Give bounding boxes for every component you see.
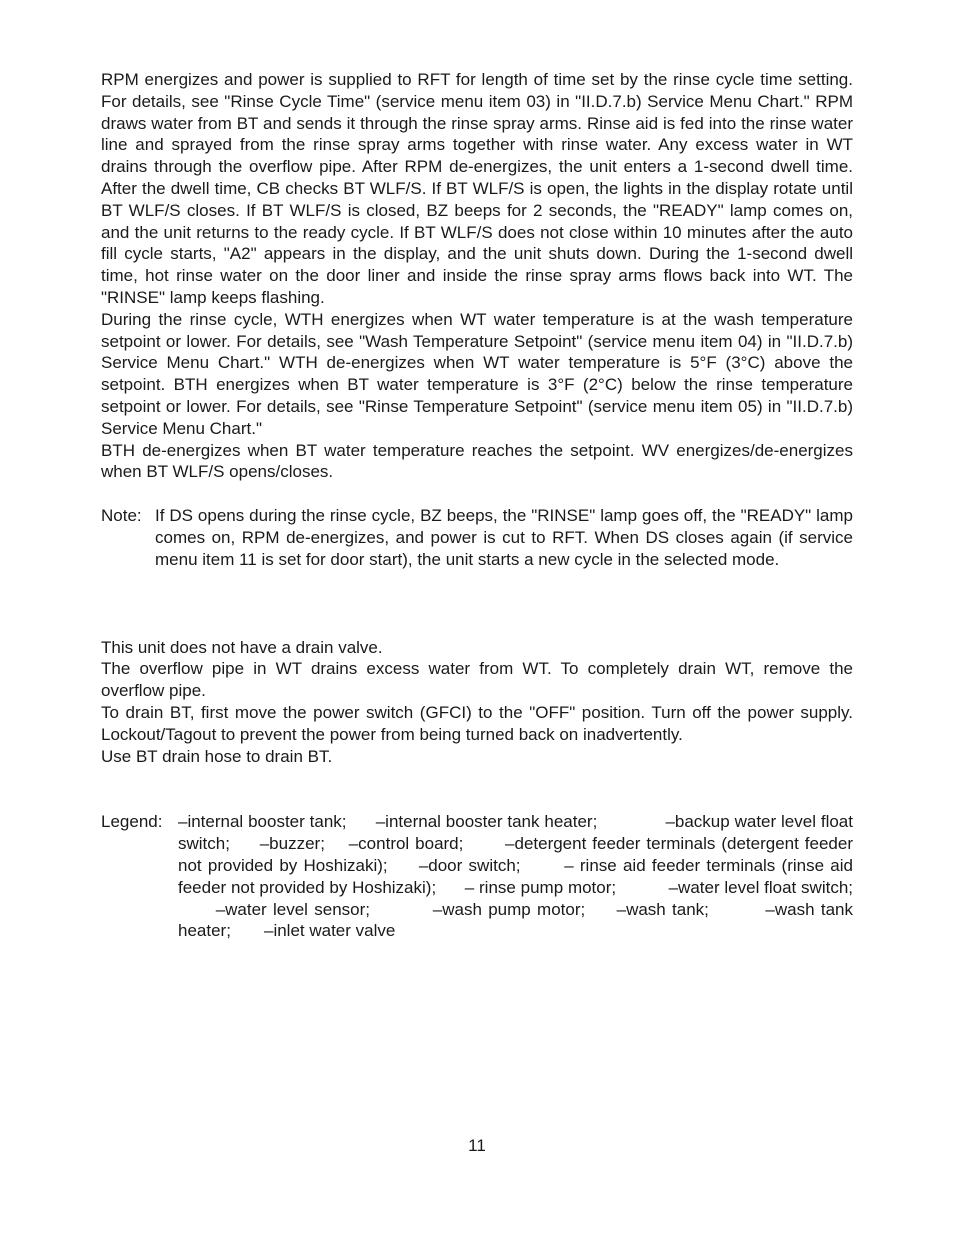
overflow-pipe-paragraph: The overflow pipe in WT drains excess water from WT. To completely drain WT, remove the overflow pipe. [101,659,853,701]
heater-control-paragraph: During the rinse cycle, WTH energizes when WT water temperature is at the wash temperature setpoint or lower. For details, see "Wash Temperature Setpoint" (service menu item 04) in "II.D.7.b) Service Menu Chart." WTH de-energizes when WT water temperature is 5°F (3°C) above the setpoint. BTH energizes when BT water temperature is 3°F (2°C) below the rinse temperature setpoint or lower. For details, see "Rinse Temperature Setpoint" (service menu item 05) in "II.D.7.b) Service Menu Chart." [101,309,853,438]
note-text: If DS opens during the rinse cycle, BZ beeps, the "RINSE" lamp goes off, the "READY" lamp comes on, RPM de-energizes, and power is cut to RFT. When DS closes again (if service menu item 11 is set for door start), the unit starts a new cycle in the selected mode. [155,506,853,569]
note-label: Note: [101,506,142,526]
drain-valve-paragraph: This unit does not have a drain valve. [101,637,383,657]
note-block [101,505,853,570]
legend-text: –internal booster tank; –internal booster tank heater; –backup water level float switch; –buzzer; –control board; –detergent feeder terminals (detergent feeder not provided by Hoshizaki); –door switch; – rinse aid feeder terminals (rinse aid feeder not provided by Hoshizaki); – rinse pump motor; –water level float switch; –water level sensor; –wash pump motor; –wash tank; –wash tank heater; –inlet water valve [178,812,853,941]
spacer [101,483,853,505]
legend-block [101,811,853,942]
bth-paragraph: BTH de-energizes when BT water temperature reaches the setpoint. WV energizes/de-energizes when BT WLF/S opens/closes. [101,440,853,482]
page-number: 11 [468,1136,486,1155]
drain-hose-paragraph: Use BT drain hose to drain BT. [101,746,333,766]
spacer [101,571,853,637]
spacer [101,767,853,811]
drain-bt-paragraph: To drain BT, first move the power switch (GFCI) to the "OFF" position. Turn off the power supply. Lockout/Tagout to prevent the power from being turned back on inadvertently. [101,702,853,744]
rinse-cycle-paragraph: RPM energizes and power is supplied to RFT for length of time set by the rinse cycle time setting. For details, see "Rinse Cycle Time" (service menu item 03) in "II.D.7.b) Service Menu Chart." RPM draws water from BT and sends it through the rinse spray arms. Rinse aid is fed into the rinse water line and sprayed from the rinse spray arms together with rinse water. Any excess water in WT drains through the overflow pipe. After RPM de-energizes, the unit enters a 1-second dwell time. After the dwell time, CB checks BT WLF/S. If BT WLF/S is open, the lights in the display rotate until BT WLF/S closes. If BT WLF/S is closed, BZ beeps for 2 seconds, the "READY" lamp comes on, and the unit returns to the ready cycle. If BT WLF/S does not close within 10 minutes after the auto fill cycle starts, "A2" appears in the display, and the unit shuts down. During the 1-second dwell time, hot rinse water on the door liner and inside the rinse spray arms flows back into WT. The "RINSE" lamp keeps flashing. [101,70,853,307]
page-content [101,69,853,942]
legend-label: Legend: [101,812,163,832]
